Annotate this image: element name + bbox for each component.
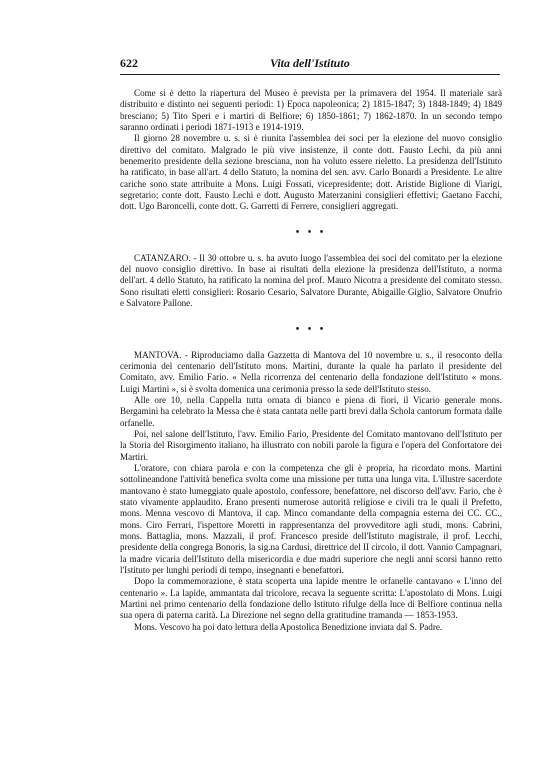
paragraph-brescia-assembly: Il giorno 28 novembre u. s. si è riunita l'assemblea dei soci per la elezione del nuovo consiglio direttivo del comitato. Malgrado le più vive insistenze, il conte dott. Fausto Lechi, da più anni benemerito presidente della sezione bresciana, non ha voluto essere rieletto. La presidenza dell'Istituto ha ratificato, in base all'art. 4 dello Statuto, la nomina del sen. avv. Carlo Bonardi a Presidente. Le altre cariche sono state attribuite a Mons. Luigi Fossati, vicepresidente; dott. Aristide Biglione di Viarigi, segretario; conte dott. Fausto Lechi e dott. Augusto Materzanini consiglieri effettivi; Gaetano Facchi, dott. Ugo Baroncelli, conte dott. G. Garretti di Ferrere, consiglieri aggregati. <box>120 133 502 212</box>
paragraph-mantova-plaque: Dopo la commemorazione, è stata scoperta una lapide mentre le orfanelle cantavano « L'inno del centenario ». La lapide, ammantata dal tricolore, recava la seguente scritta: L'apostolato di Mons. Luigi Martini nel primo centenario della fondazione dello Istituto rifulge della luce di Belfiore continua nella sua opera di paterna carità. La Direzione nel segno della gratitudine tramanda — 1853-1953. <box>120 576 502 621</box>
page-header <box>120 56 500 75</box>
paragraph-catanzaro: CATANZARO. - Il 30 ottobre u. s. ha avuto luogo l'assemblea dei soci del comitato per la elezione del nuovo consiglio direttivo. In base ai risultati della elezione la presidenza dell'Istituto, a norma dell'art. 4 dello Statuto, ha ratificato la nomina del prof. Mauro Nicotra a presidente del comitato stesso. Sono risultati eletti consiglieri: Rosario Cesario, Salvatore Durante, Abigaille Giglio, Salvatore Onufrio e Salvatore Pallone. <box>120 252 502 309</box>
paragraph-mantova-orator: L'oratore, con chiara parola e con la competenza che gli è propria, ha ricordato mons. Martini sottolineandone l'attività benefica svolta come una missione per tutta una lunga vita. L'illustre sacerdote mantovano è stato lumeggiato quale apostolo, confessore, benefattore, nel discorso dell'avv. Fario, che è stato vivamente applaudito. Erano presenti numerose autorità religiose e civili tra le quali il Prefetto, mons. Menna vescovo di Mantova, il cap. Minco comandante della compagnia esterna dei CC. CC., mons. Ciro Ferrari, l'ispettore Moretti in rappresentanza del provveditore agli studi, mons. Cabrini, mons. Battaglia, mons. Mazzali, il prof. Francesco preside dell'Istituto magistrale, il prof. Lecchi, presidente della congrega Bonoris, la sig.na Cardusi, direttrice del II circolo, il dott. Vannio Campagnari, la madre vicaria dell'Istituto della misericordia e due madri superiore che negli anni scorsi hanno retto l'Istituto per lunghi periodi di tempo, insegnanti e benefattori. <box>120 462 502 576</box>
page-number: 622 <box>120 56 138 70</box>
section-separator: • • • <box>295 323 327 335</box>
section-separator: • • • <box>295 226 327 238</box>
page-body <box>120 88 502 633</box>
paragraph-museum-periods: Come si è detto la riapertura del Museo è prevista per la primavera del 1954. Il materiale sarà distribuito e distinto nei seguenti periodi: 1) Epoca napoleonica; 2) 1815-1847; 3) 1848-1849; 4) 1849 bresciano; 5) Tito Speri e i martiri di Belfiore; 6) 1850-1861; 7) 1862-1870. In un secondo tempo saranno ordinati i periodi 1871-1913 e 1914-1919. <box>120 88 502 133</box>
paragraph-mantova-intro: MANTOVA. - Riproduciamo dalla Gazzetta di Mantova del 10 novembre u. s., il resoconto della cerimonia del centenario dell'Istituto mons. Martini, durante la quale ha parlato il presidente del Comitato, avv. Emilio Fario. « Nella ricorrenza del centenario della fondazione dell'Istituto « mons. Luigi Martini », si è svolta domenica una cerimonia presso la sede dell'Istituto stesso. <box>120 349 502 394</box>
paragraph-mantova-mass: Alle ore 10, nella Cappella tutta ornata di bianco e piena di fiori, il Vicario generale mons. Bergamini ha celebrato la Messa che è stata cantata nelle parti brevi dalla Schola cantorum formata dalle orfanelle. <box>120 394 502 428</box>
paragraph-mantova-fario: Poi, nel salone dell'Istituto, l'avv. Emilio Fario, Presidente del Comitato mantovano dell'Istituto per la Storia del Risorgimento italiano, ha illustrato con nobili parole la figura e l'opera del Confortatore dei Martiri. <box>120 428 502 462</box>
paragraph-mantova-blessing: Mons. Vescovo ha poi dato lettura della Apostolica Benedizione inviata dal S. Padre. <box>134 621 443 632</box>
running-head: Vita dell'Istituto <box>270 56 350 70</box>
